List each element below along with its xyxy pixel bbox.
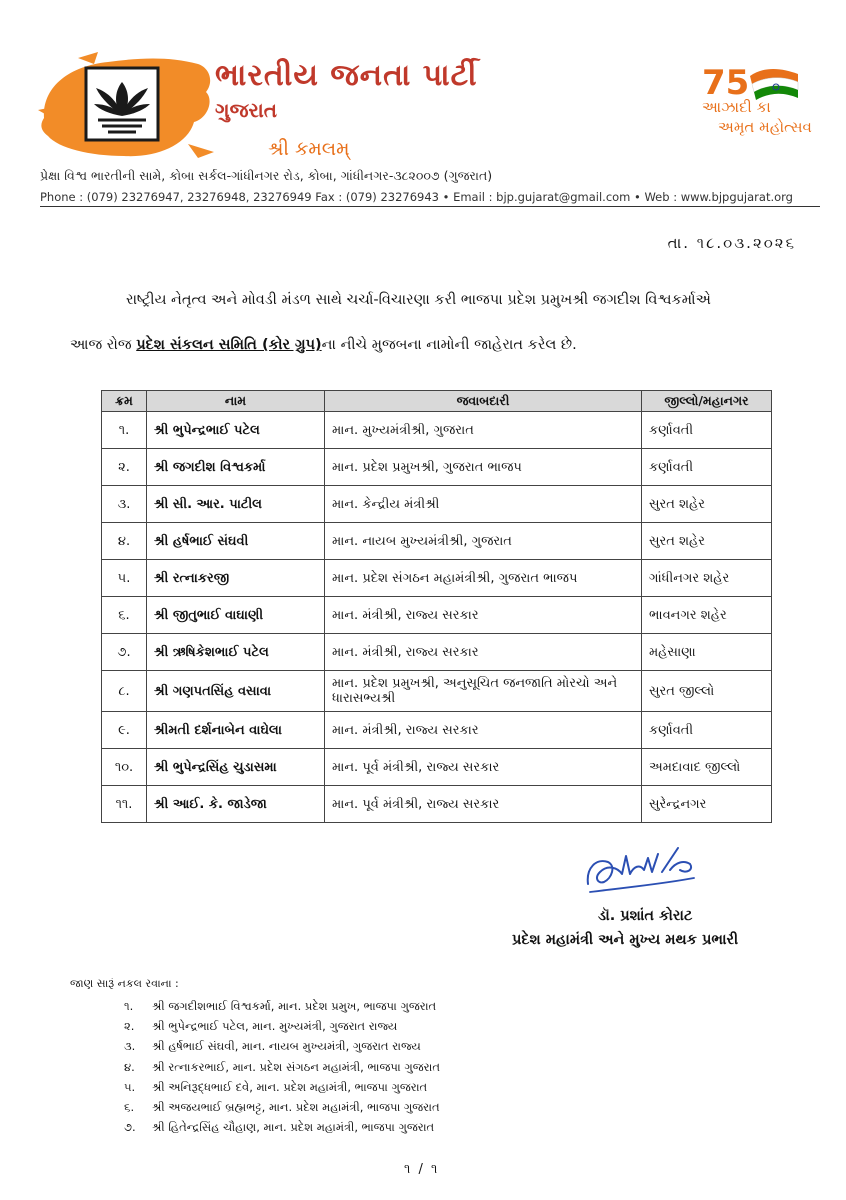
table-row: [102, 597, 772, 634]
copy-number: ૪.: [124, 1059, 135, 1074]
member-role: માન. મુખ્યમંત્રીશ્રી, ગુજરાત: [325, 412, 642, 449]
copy-to-list: [124, 996, 440, 1137]
table-header-row: [102, 391, 772, 412]
table-row: [102, 523, 772, 560]
member-role: માન. પૂર્વ મંત્રીશ્રી, રાજ્ય સરકાર: [325, 749, 642, 786]
copy-text: શ્રી જગદીશભાઈ વિશ્વકર્મા, માન. પ્રદેશ પ્રમુખ, ભાજપા ગુજરાત: [152, 999, 437, 1013]
row-number: ૩.: [102, 486, 147, 523]
list-item: [124, 1016, 440, 1036]
copy-number: ૨.: [124, 1019, 135, 1034]
list-item: [124, 1117, 440, 1137]
member-role: માન. મંત્રીશ્રી, રાજ્ય સરકાર: [325, 597, 642, 634]
member-district: સુરત જીલ્લો: [642, 671, 772, 712]
core-group-highlight: પ્રદેશ સંકલન સમિતિ (કોર ગ્રુપ): [136, 337, 322, 354]
signatory-title: પ્રદેશ મહામંત્રી અને મુખ્ય મથક પ્રભારી: [512, 932, 739, 948]
row-number: ૭.: [102, 634, 147, 671]
member-name: શ્રી રત્નાકરજી: [147, 560, 325, 597]
copy-number: ૫.: [124, 1079, 136, 1094]
member-name: શ્રી જગદીશ વિશ્વકર્મા: [147, 449, 325, 486]
col-header-name: નામ: [147, 391, 325, 412]
member-district: સુરેન્દ્રનગર: [642, 786, 772, 823]
row-number: ૮.: [102, 671, 147, 712]
party-name: ભારતીય જનતા પાર્ટી: [215, 58, 478, 93]
list-item: [124, 1057, 440, 1077]
row-number: ૫.: [102, 560, 147, 597]
member-district: કર્ણાવતી: [642, 449, 772, 486]
intro-line2-post: ના નીચે મુજબના નામોની જાહેરાત કરેલ છે.: [321, 337, 577, 354]
copy-number: ૭.: [124, 1120, 136, 1135]
handwritten-signature-icon: [582, 844, 698, 900]
copy-text: શ્રી હર્ષભાઈ સંઘવી, માન. નાયબ મુખ્યમંત્રી, ગુજરાત રાજ્ય: [152, 1039, 421, 1054]
party-state: ગુજરાત: [215, 98, 278, 122]
list-item: [124, 996, 440, 1016]
member-district: કર્ણાવતી: [642, 712, 772, 749]
member-name: શ્રી જીતુભાઈ વાઘાણી: [147, 597, 325, 634]
member-role: માન. મંત્રીશ્રી, રાજ્ય સરકાર: [325, 712, 642, 749]
member-name: શ્રી ઋષિકેશભાઈ પટેલ: [147, 634, 325, 671]
signatory-name: ડૉ. પ્રશાંત કોરાટ: [598, 908, 693, 924]
table-row: [102, 486, 772, 523]
member-district: અમદાવાદ જીલ્લો: [642, 749, 772, 786]
copy-to-heading: જાણ સારૂં નકલ રવાના :: [70, 977, 179, 990]
row-number: ૬.: [102, 597, 147, 634]
member-name: શ્રી ભુપેન્દ્રસિંહ ચુડાસમા: [147, 749, 325, 786]
intro-paragraph: [70, 292, 790, 355]
member-role: માન. પ્રદેશ સંગઠન મહામંત્રીશ્રી, ગુજરાત ભાજપ: [325, 560, 642, 597]
copy-number: ૬.: [124, 1099, 135, 1114]
bjp-lotus-logo-icon: [38, 48, 218, 166]
list-item: [124, 1097, 440, 1117]
office-name: શ્રી કમલમ્: [268, 138, 350, 160]
member-name: શ્રી સી. આર. પાટીલ: [147, 486, 325, 523]
table-row: [102, 671, 772, 712]
office-address: પ્રેક્ષા વિશ્વ ભારતીની સામે, કોબા સર્કલ-ગાંધીનગર રોડ, કોબા, ગાંધીનગર-૩૮૨૦૦૭ (ગુજરાત): [40, 168, 493, 183]
member-name: શ્રી હર્ષભાઈ સંઘવી: [147, 523, 325, 560]
table-row: [102, 786, 772, 823]
member-name: શ્રીમતી દર્શનાબેન વાઘેલા: [147, 712, 325, 749]
member-role: માન. પ્રદેશ પ્રમુખશ્રી, ગુજરાત ભાજપ: [325, 449, 642, 486]
table-row: [102, 749, 772, 786]
table-row: [102, 634, 772, 671]
copy-number: ૩.: [124, 1039, 136, 1054]
member-name: શ્રી આઈ. કે. જાડેજા: [147, 786, 325, 823]
member-district: સુરત શહેર: [642, 486, 772, 523]
page-number: ૧ / ૧: [404, 1162, 440, 1177]
col-header-district: જીલ્લો/મહાનગર: [642, 391, 772, 412]
intro-line2: [70, 337, 790, 354]
svg-text:75: 75: [702, 63, 750, 102]
row-number: ૧.: [102, 412, 147, 449]
member-district: મહેસાણા: [642, 634, 772, 671]
intro-line1: રાષ્ટ્રીય નેતૃત્વ અને મોવડી મંડળ સાથે ચર્ચા-વિચારણા કરી ભાજપા પ્રદેશ પ્રમુખશ્રી જગદીશ વિશ્વકર્માએ: [126, 292, 711, 308]
list-item: [124, 1077, 440, 1097]
copy-text: શ્રી રત્નાકરભાઈ, માન. પ્રદેશ સંગઠન મહામંત્રી, ભાજપા ગુજરાત: [152, 1059, 440, 1074]
copy-number: ૧.: [124, 999, 134, 1013]
row-number: ૧૧.: [102, 786, 147, 823]
member-district: ભાવનગર શહેર: [642, 597, 772, 634]
member-role: માન. પ્રદેશ પ્રમુખશ્રી, અનુસૂચિત જનજાતિ મોરચો અને ધારાસભ્યશ્રી: [325, 671, 642, 712]
col-header-number: ક્રમ: [102, 391, 147, 412]
intro-line2-pre: આજ રોજ: [70, 337, 137, 354]
member-role: માન. નાયબ મુખ્યમંત્રીશ્રી, ગુજરાત: [325, 523, 642, 560]
table-row: [102, 560, 772, 597]
list-item: [124, 1036, 440, 1056]
member-district: ગાંધીનગર શહેર: [642, 560, 772, 597]
row-number: ૨.: [102, 449, 147, 486]
member-role: માન. પૂર્વ મંત્રીશ્રી, રાજ્ય સરકાર: [325, 786, 642, 823]
contact-info: Phone : (079) 23276947, 23276948, 23276949 Fax : (079) 23276943 • Email : bjp.gujarat@gmail.com • Web : www.bjpgujarat.org: [40, 190, 793, 204]
copy-text: શ્રી ભુપેન્દ્રભાઈ પટેલ, માન. મુખ્યમંત્રી, ગુજરાત રાજ્ય: [152, 1019, 398, 1034]
member-name: શ્રી ગણપતસિંહ વસાવા: [147, 671, 325, 712]
table-row: [102, 712, 772, 749]
member-role: માન. કેન્દ્રીય મંત્રીશ્રી: [325, 486, 642, 523]
table-row: [102, 449, 772, 486]
row-number: ૧૦.: [102, 749, 147, 786]
member-district: કર્ણાવતી: [642, 412, 772, 449]
core-group-table: [101, 390, 772, 823]
row-number: ૯.: [102, 712, 147, 749]
member-role: માન. મંત્રીશ્રી, રાજ્ય સરકાર: [325, 634, 642, 671]
member-district: સુરત શહેર: [642, 523, 772, 560]
col-header-role: જવાબદારી: [325, 391, 642, 412]
azadi-line2: અમૃત મહોત્સવ: [718, 118, 812, 136]
azadi-line1: આઝાદી કા: [702, 98, 771, 116]
copy-text: શ્રી અનિરૂદ્ધભાઈ દવે, માન. પ્રદેશ મહામંત્રી, ભાજપા ગુજરાત: [152, 1079, 428, 1094]
row-number: ૪.: [102, 523, 147, 560]
letter-date: તા. ૧૮.૦૩.૨૦૨૬: [667, 234, 796, 252]
table-row: [102, 412, 772, 449]
header-divider: [40, 206, 820, 207]
member-name: શ્રી ભુપેન્દ્રભાઈ પટેલ: [147, 412, 325, 449]
copy-text: શ્રી અજયભાઈ બ્રહ્મભટ્ટ, માન. પ્રદેશ મહામંત્રી, ભાજપા ગુજરાત: [152, 1099, 440, 1114]
copy-text: શ્રી હિતેન્દ્રસિંહ ચૌહાણ, માન. પ્રદેશ મહામંત્રી, ભાજપા ગુજરાત: [152, 1120, 435, 1135]
